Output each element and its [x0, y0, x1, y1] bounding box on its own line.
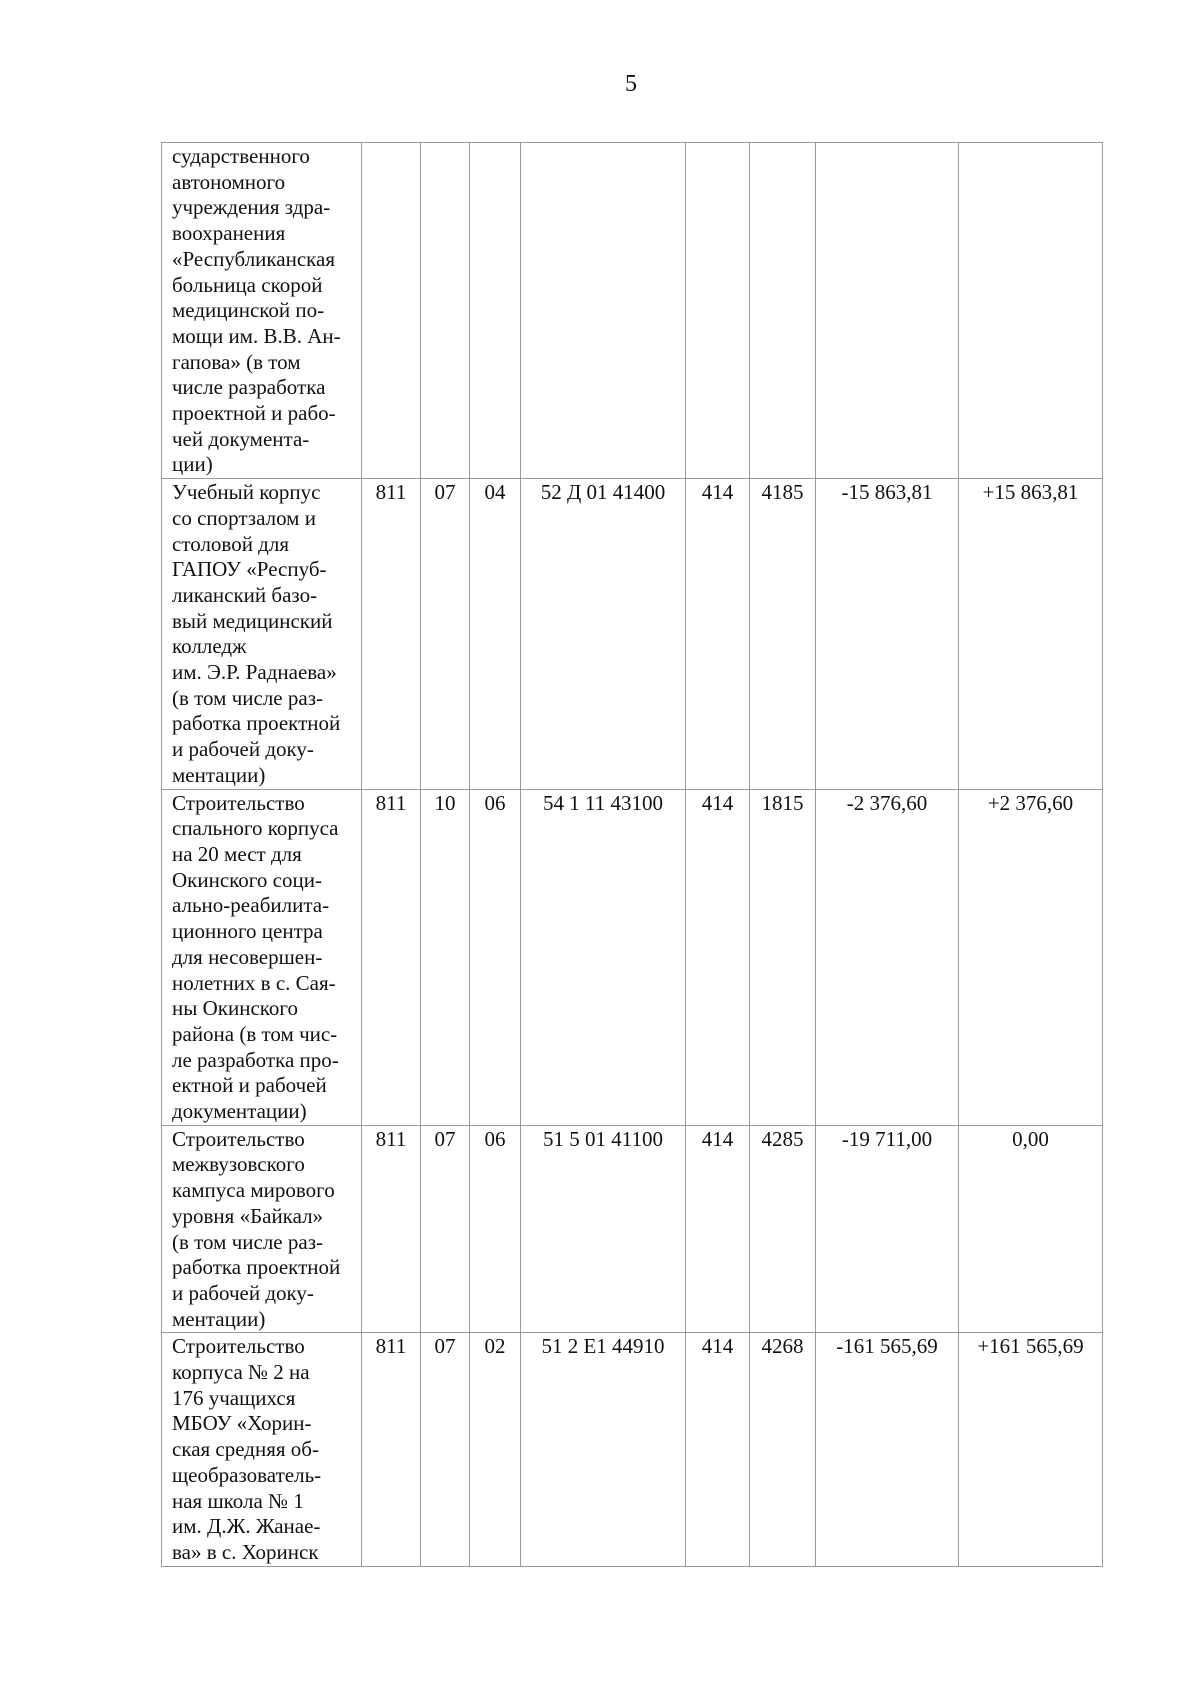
table-row [162, 1333, 1103, 1566]
target-article-cell: 54 1 11 43100 [521, 789, 686, 1125]
ministry-code-cell: 811 [362, 1333, 421, 1566]
expense-type-cell: 414 [686, 1125, 750, 1333]
object-name-cell: Строительство межвузовского кампуса мирового уровня «Байкал» (в том числе раз- работка проектной и рабочей доку- ментации) [162, 1125, 362, 1333]
table-row [162, 1125, 1103, 1333]
change-amount-2-cell: +15 863,81 [959, 479, 1103, 789]
object-name-cell: Учебный корпус со спортзалом и столовой для ГАПОУ «Респуб- ликанский базо- вый медицинский колледж им. Э.Р. Раднаева» (в том числе раз- работка проектной и рабочей доку- ментации) [162, 479, 362, 789]
object-code-cell: 4285 [750, 1125, 816, 1333]
subsection-cell: 02 [470, 1333, 521, 1566]
object-name-cell: Строительство корпуса № 2 на 176 учащихся МБОУ «Хорин- ская средняя об- щеобразователь- ная школа № 1 им. Д.Ж. Жанае- ва» в с. Хоринск [162, 1333, 362, 1566]
change-amount-2-cell [959, 143, 1103, 479]
table-row [162, 789, 1103, 1125]
subsection-cell: 06 [470, 789, 521, 1125]
object-name-cell: сударственного автономного учреждения здра- воохранения «Республиканская больница скорой медицинской по- мощи им. В.В. Ан- гапова» (в том числе разработка проектной и рабо- чей документа- ции) [162, 143, 362, 479]
section-cell: 07 [421, 1125, 470, 1333]
object-code-cell: 1815 [750, 789, 816, 1125]
object-code-cell: 4268 [750, 1333, 816, 1566]
expense-type-cell: 414 [686, 1333, 750, 1566]
table-row [162, 143, 1103, 479]
ministry-code-cell: 811 [362, 479, 421, 789]
change-amount-cell: -15 863,81 [816, 479, 959, 789]
subsection-cell [470, 143, 521, 479]
expense-type-cell [686, 143, 750, 479]
change-amount-cell: -2 376,60 [816, 789, 959, 1125]
change-amount-cell: -161 565,69 [816, 1333, 959, 1566]
target-article-cell: 51 5 01 41100 [521, 1125, 686, 1333]
page-number: 5 [625, 71, 637, 97]
subsection-cell: 04 [470, 479, 521, 789]
expense-type-cell: 414 [686, 479, 750, 789]
section-cell: 07 [421, 1333, 470, 1566]
expense-type-cell: 414 [686, 789, 750, 1125]
change-amount-2-cell: 0,00 [959, 1125, 1103, 1333]
budget-table [161, 142, 1103, 1567]
section-cell [421, 143, 470, 479]
section-cell: 10 [421, 789, 470, 1125]
ministry-code-cell: 811 [362, 789, 421, 1125]
object-code-cell: 4185 [750, 479, 816, 789]
change-amount-cell: -19 711,00 [816, 1125, 959, 1333]
section-cell: 07 [421, 479, 470, 789]
change-amount-2-cell: +161 565,69 [959, 1333, 1103, 1566]
ministry-code-cell: 811 [362, 1125, 421, 1333]
target-article-cell: 52 Д 01 41400 [521, 479, 686, 789]
change-amount-2-cell: +2 376,60 [959, 789, 1103, 1125]
target-article-cell: 51 2 E1 44910 [521, 1333, 686, 1566]
subsection-cell: 06 [470, 1125, 521, 1333]
ministry-code-cell [362, 143, 421, 479]
change-amount-cell [816, 143, 959, 479]
object-name-cell: Строительство спального корпуса на 20 мест для Окинского соци- ально-реабилита- ционного центра для несовершен- нолетних в с. Сая- ны Окинского района (в том чис- ле разработка про- ектной и рабочей документации) [162, 789, 362, 1125]
table-row [162, 479, 1103, 789]
target-article-cell [521, 143, 686, 479]
object-code-cell [750, 143, 816, 479]
